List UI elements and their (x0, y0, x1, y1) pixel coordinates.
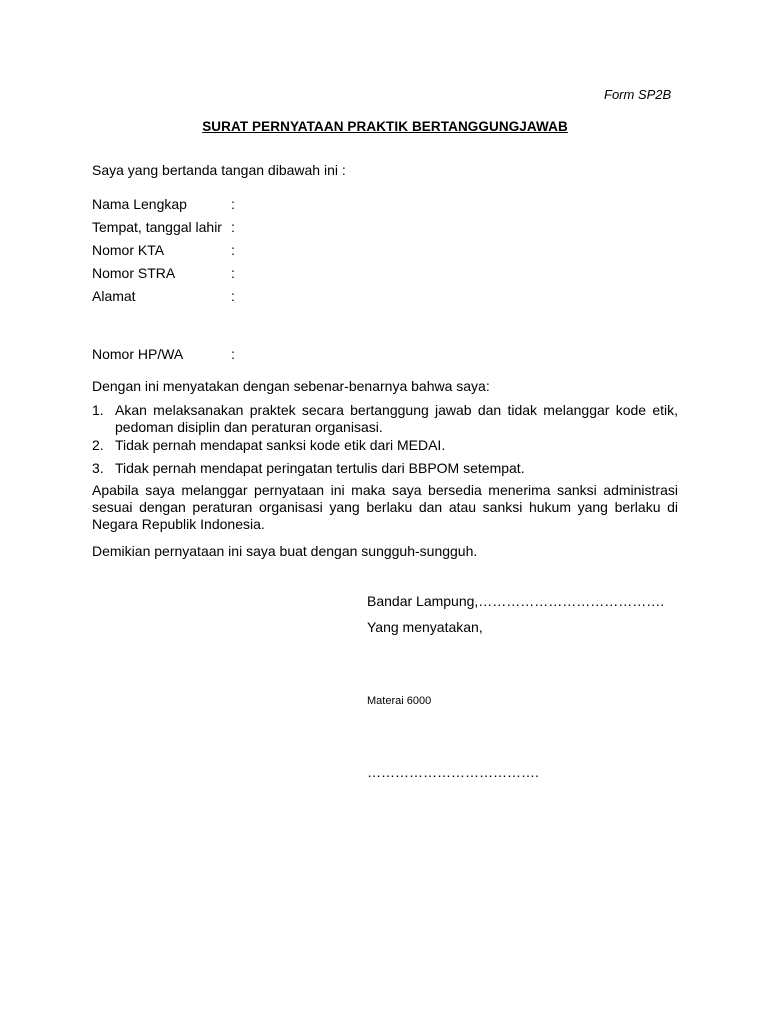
field-colon: : (231, 219, 235, 235)
field-tempat-tanggal-lahir (92, 219, 235, 236)
sanction-paragraph: Apabila saya melanggar pernyataan ini maka saya bersedia menerima sanksi administrasi sesuai dengan peraturan organisasi yang berlaku dan atau sanksi hukum yang berlaku di Negara Republik Indonesia. (92, 482, 678, 532)
list-item (92, 460, 678, 477)
list-number: 2. (92, 437, 104, 453)
field-colon: : (231, 196, 235, 212)
list-text: Akan melaksanakan praktek secara bertanggung jawab dan tidak melanggar kode etik, pedoman disiplin dan peraturan organisasi. (115, 402, 678, 435)
field-label: Nomor HP/WA (92, 346, 184, 362)
place-date: Bandar Lampung,…………………………………. (367, 593, 665, 609)
declarant-label: Yang menyatakan, (367, 619, 483, 635)
page-title: SURAT PERNYATAAN PRAKTIK BERTANGGUNGJAWAB (202, 119, 568, 134)
field-label: Tempat, tanggal lahir (92, 219, 222, 235)
form-code: Form SP2B (604, 87, 672, 102)
list-number: 1. (92, 402, 104, 418)
field-nomor-kta (92, 242, 235, 259)
list-item (92, 437, 678, 454)
field-colon: : (231, 242, 235, 258)
field-label: Alamat (92, 288, 136, 304)
field-colon: : (231, 288, 235, 304)
field-label: Nomor STRA (92, 265, 176, 281)
closing-paragraph: Demikian pernyataan ini saya buat dengan sungguh-sungguh. (92, 543, 478, 559)
field-nomor-stra (92, 265, 235, 282)
statement-intro: Dengan ini menyatakan dengan sebenar-benarnya bahwa saya: (92, 378, 490, 394)
stamp-label: Materai 6000 (367, 695, 432, 707)
list-number: 3. (92, 460, 104, 476)
field-label: Nama Lengkap (92, 196, 187, 212)
field-nama-lengkap (92, 196, 235, 213)
field-colon: : (231, 265, 235, 281)
intro-text: Saya yang bertanda tangan dibawah ini : (92, 162, 346, 178)
field-label: Nomor KTA (92, 242, 165, 258)
field-alamat (92, 288, 235, 305)
list-text: Tidak pernah mendapat peringatan tertulis dari BBPOM setempat. (115, 460, 525, 476)
list-text: Tidak pernah mendapat sanksi kode etik dari MEDAI. (115, 437, 446, 453)
list-item (92, 402, 678, 436)
field-nomor-hp-wa (92, 346, 235, 363)
signature-name-line: ………………………………. (367, 764, 539, 780)
field-colon: : (231, 346, 235, 362)
